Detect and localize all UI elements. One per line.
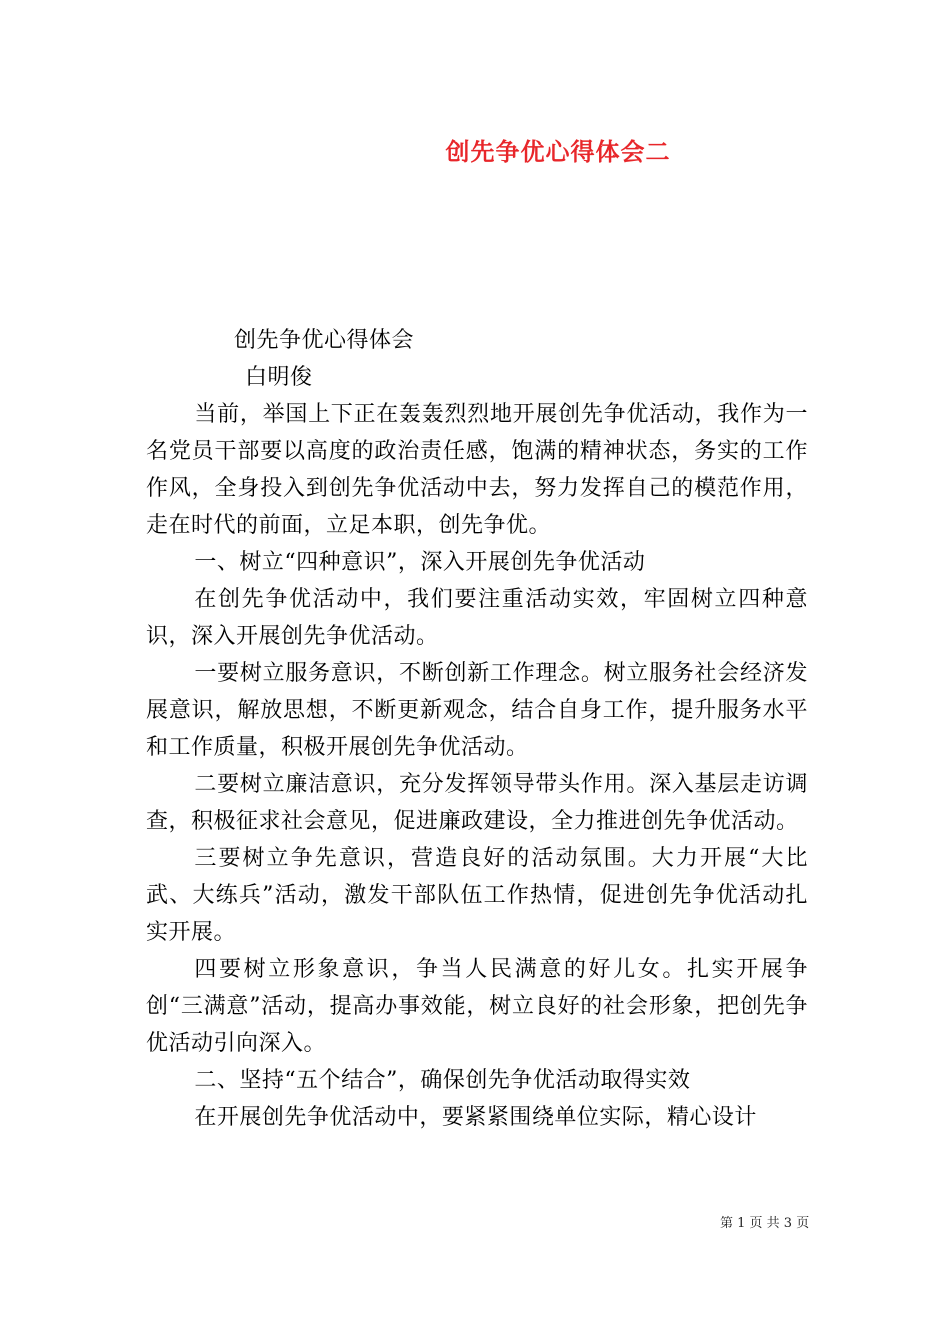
paragraph: 三要树立争先意识，营造良好的活动氛围。大力开展“大比武、大练兵”活动，激发干部队伍工作热情，促进创先争优活动扎实开展。 bbox=[146, 846, 808, 945]
document-author: 白明俊 bbox=[245, 365, 313, 390]
paragraph: 在开展创先争优活动中，要紧紧围绕单位实际，精心设计 bbox=[194, 1105, 757, 1130]
paragraph: 四要树立形象意识，争当人民满意的好儿女。扎实开展争创“三满意”活动，提高办事效能，树立良好的社会形象，把创先争优活动引向深入。 bbox=[146, 957, 808, 1056]
section-heading-1: 一、树立“四种意识”，深入开展创先争优活动 bbox=[194, 550, 646, 575]
page-title: 创先争优心得体会二 bbox=[445, 137, 671, 166]
document-body bbox=[146, 322, 808, 1136]
paragraph-intro: 当前，举国上下正在轰轰烈烈地开展创先争优活动，我作为一名党员干部要以高度的政治责任感，饱满的精神状态，务实的工作作风，全身投入到创先争优活动中去，努力发挥自己的模范作用，走在时代的前面，立足本职，创先争优。 bbox=[146, 402, 808, 538]
page-footer: 第 1 页 共 3 页 bbox=[720, 1216, 810, 1231]
paragraph: 在创先争优活动中，我们要注重活动实效，牢固树立四种意识，深入开展创先争优活动。 bbox=[146, 587, 808, 649]
paragraph: 二要树立廉洁意识，充分发挥领导带头作用。深入基层走访调查，积极征求社会意见，促进廉政建设，全力推进创先争优活动。 bbox=[146, 772, 808, 834]
section-heading-2: 二、坚持“五个结合”，确保创先争优活动取得实效 bbox=[194, 1068, 691, 1093]
paragraph: 一要树立服务意识，不断创新工作理念。树立服务社会经济发展意识，解放思想，不断更新观念，结合自身工作，提升服务水平和工作质量，积极开展创先争优活动。 bbox=[146, 661, 808, 760]
document-subtitle: 创先争优心得体会 bbox=[234, 328, 415, 353]
